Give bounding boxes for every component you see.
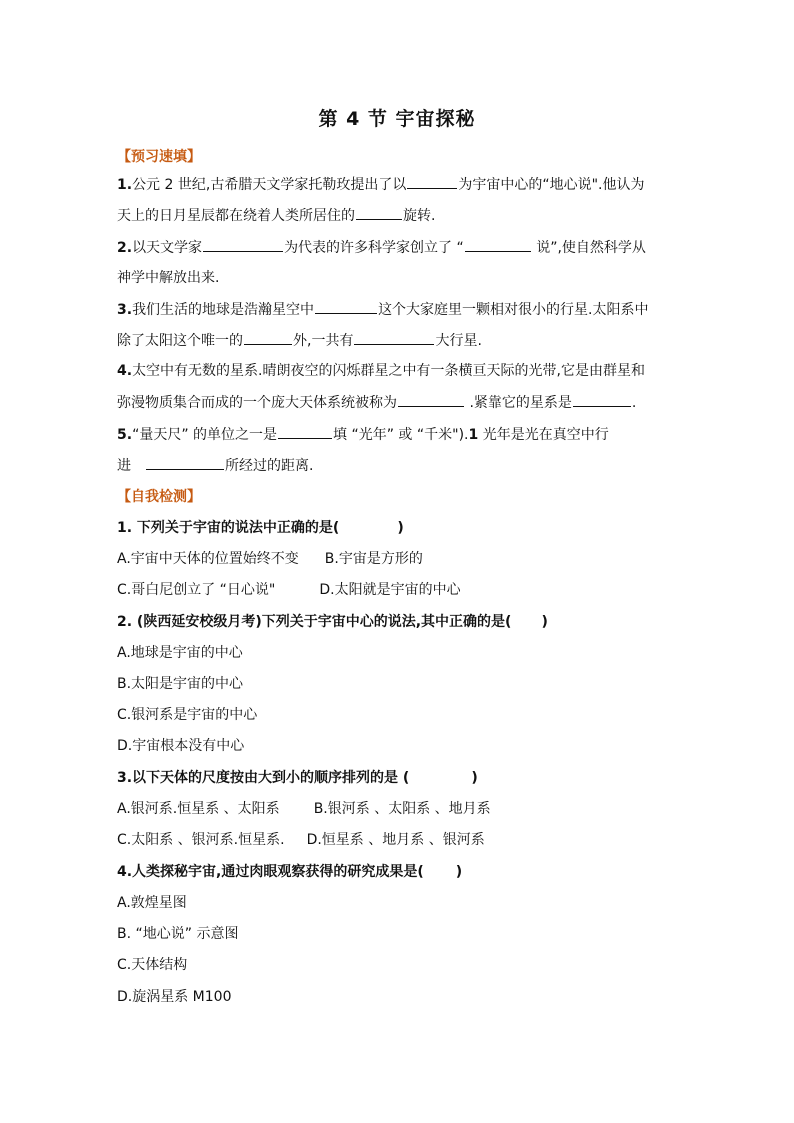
mc-q2-option-d[interactable]: D.宇宙根本没有中心: [117, 738, 245, 754]
question-text: 所经过的距离.: [225, 458, 314, 474]
question-text: 大行星.: [435, 333, 482, 349]
fill-q1-line2: [117, 205, 435, 226]
answer-blank[interactable]: [407, 174, 457, 189]
answer-blank[interactable]: [315, 299, 377, 314]
mc-q2-option-c[interactable]: C.银河系是宇宙的中心: [117, 707, 258, 723]
question-text: ): [455, 864, 463, 880]
mc-q4-option-d[interactable]: D.旋涡星系 M100: [117, 989, 232, 1005]
question-text: 这个大家庭里一颗相对很小的行星.太阳系中: [378, 302, 649, 318]
question-text: 1: [468, 427, 479, 443]
answer-blank[interactable]: [278, 424, 332, 439]
page-title: 第 4 节 宇宙探秘: [318, 108, 476, 130]
option-a[interactable]: A.宇宙中天体的位置始终不变: [117, 551, 299, 567]
question-text: 天上的日月星辰都在绕着人类所居住的: [117, 208, 355, 224]
mc-q4-option-a[interactable]: A.敦煌星图: [117, 895, 187, 911]
question-text: 外,一共有: [293, 333, 354, 349]
question-text: 太空中有无数的星系.晴朗夜空的闪烁群星之中有一条横亘天际的光带,它是由群星和: [132, 363, 645, 379]
option-d[interactable]: D.恒星系 、地月系 、银河系: [306, 832, 485, 848]
mc-q1-options-row2: [117, 580, 461, 600]
section-header-preview: 【预习速填】: [117, 149, 201, 165]
question-text: “量天尺” 的单位之一是: [132, 427, 278, 443]
question-text: 说”,使自然科学从: [531, 240, 646, 256]
fill-q2-line1: [117, 237, 646, 258]
question-text: 4.人类探秘宇宙,通过肉眼观察获得的研究成果是(: [117, 864, 424, 880]
option-c[interactable]: C.哥白尼创立了 “日心说": [117, 582, 276, 598]
fill-q5-line1: [117, 424, 609, 445]
question-text: 为宇宙中心的“地心说".他认为: [458, 177, 645, 193]
question-text: 公元 2 世纪,古希腊天文学家托勒玫提出了以: [132, 177, 407, 193]
mc-q3-options-row1: [117, 799, 491, 819]
option-c[interactable]: C.太阳系 、银河系.恒星系.: [117, 832, 285, 848]
answer-blank[interactable]: [465, 237, 531, 252]
question-number: 1.: [117, 177, 133, 193]
answer-blank[interactable]: [244, 330, 292, 345]
question-text: 除了太阳这个唯一的: [117, 333, 243, 349]
answer-blank[interactable]: [203, 237, 283, 252]
answer-blank[interactable]: [356, 205, 402, 220]
answer-blank[interactable]: [573, 392, 631, 407]
mc-q4-option-b[interactable]: B. “地心说” 示意图: [117, 926, 239, 942]
question-text: 我们生活的地球是浩瀚星空中: [132, 302, 315, 318]
question-number: 3.: [117, 302, 133, 318]
answer-blank[interactable]: [146, 455, 224, 470]
fill-q3-line1: [117, 299, 649, 320]
mc-q3-stem: [117, 768, 478, 788]
question-text: ): [471, 770, 478, 786]
mc-q2-option-b[interactable]: B.太阳是宇宙的中心: [117, 676, 244, 692]
mc-q2-stem: [117, 612, 548, 632]
mc-q2-option-a[interactable]: A.地球是宇宙的中心: [117, 645, 243, 661]
fill-q4-line2: [117, 392, 636, 413]
fill-q3-line2: [117, 330, 482, 351]
mc-q1-stem: [117, 518, 404, 538]
question-text: 2. (陕西延安校级月考)下列关于宇宙中心的说法,其中正确的是(: [117, 614, 512, 630]
question-number: 5.: [117, 427, 133, 443]
question-text: 为代表的许多科学家创立了 “: [284, 240, 464, 256]
mc-q1-options-row1: [117, 549, 423, 569]
question-text: 3.以下天体的尺度按由大到小的顺序排列的是 (: [117, 770, 410, 786]
question-number: 2.: [117, 240, 133, 256]
answer-blank[interactable]: [398, 392, 464, 407]
fill-q4-line1: [117, 361, 645, 381]
option-b[interactable]: B.银河系 、太阳系 、地月系: [313, 801, 491, 817]
question-number: 4.: [117, 363, 133, 379]
fill-q1-line1: [117, 174, 644, 195]
question-text: 以天文学家: [132, 240, 203, 256]
question-text: ): [541, 614, 548, 630]
section-header-self-check: 【自我检测】: [117, 489, 201, 505]
question-text: 弥漫物质集合而成的一个庞大天体系统被称为: [117, 395, 397, 411]
question-text: .: [631, 395, 637, 411]
question-text: .紧靠它的星系是: [465, 395, 572, 411]
question-text: 1. 下列关于宇宙的说法中正确的是(: [117, 520, 340, 536]
fill-q2-line2: [117, 268, 219, 288]
question-text: 神学中解放出来.: [117, 270, 220, 286]
question-text: 旋转.: [403, 208, 436, 224]
mc-q4-stem: [117, 862, 462, 882]
option-b[interactable]: B.宇宙是方形的: [324, 551, 423, 567]
question-text: 进: [117, 458, 131, 474]
mc-q4-option-c[interactable]: C.天体结构: [117, 957, 188, 973]
option-d[interactable]: D.太阳就是宇宙的中心: [319, 582, 461, 598]
mc-q3-options-row2: [117, 830, 485, 850]
question-text: 光年是光在真空中行: [478, 427, 609, 443]
question-text: ): [397, 520, 404, 536]
option-a[interactable]: A.银河系.恒星系 、太阳系: [117, 801, 280, 817]
fill-q5-line2: [117, 455, 313, 476]
answer-blank[interactable]: [354, 330, 434, 345]
question-text: 填 “光年” 或 “千米").: [333, 427, 469, 443]
